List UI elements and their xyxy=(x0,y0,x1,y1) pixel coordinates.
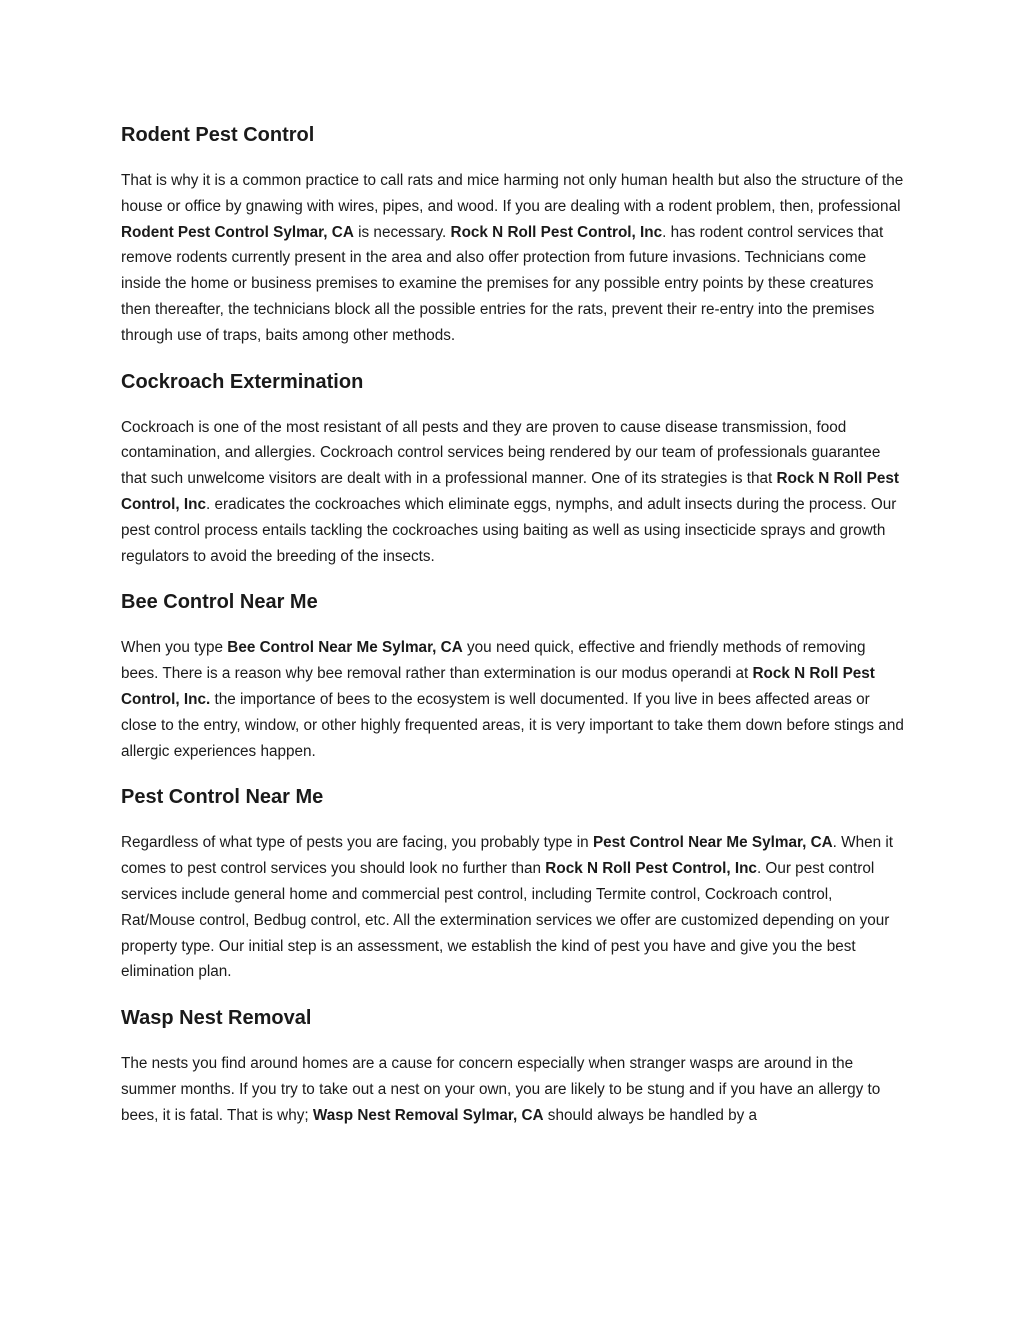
section-pest-control-near-me xyxy=(121,784,907,985)
text-run: The nests you find around homes are a cause for concern especially when stranger wasps are around in the summer months. If you try to take out a nest on your own, you are likely to be stung and if you have an allergy to bees, it is fatal. That is why; xyxy=(121,1055,881,1124)
section-heading: Cockroach Extermination xyxy=(121,370,364,393)
text-run: . When it comes to pest control services you should look no further than xyxy=(121,834,894,878)
text-run: That is why it is a common practice to call rats and mice harming not only human health but also the structure of the house or office by gnawing with wires, pipes, and wood. If you are dealing with a rodent problem, then, professional xyxy=(121,172,904,215)
section-paragraph xyxy=(121,168,907,349)
section-heading: Pest Control Near Me xyxy=(121,786,324,809)
text-run: . Our pest control services include general home and commercial pest control, including Termite control, Cockroach control, Rat/Mouse control, Bedbug control, etc. All the extermination services we offer are customized depending on your property type. Our initial step is an assessment, we establish the kind of pest you have and give you the best elimination plan. xyxy=(121,860,890,981)
section-heading: Rodent Pest Control xyxy=(121,124,315,146)
document-page xyxy=(121,122,907,1149)
section-heading: Wasp Nest Removal xyxy=(121,1007,312,1030)
bold-text-run: Rock N Roll Pest Control, Inc xyxy=(450,223,663,241)
text-run: the importance of bees to the ecosystem is well documented. If you live in bees affected areas or close to the entry, window, or other highly frequented areas, it is very important to take them down before stings and allergic experiences happen. xyxy=(121,690,904,760)
bold-text-run: Rodent Pest Control Sylmar, CA xyxy=(121,223,354,241)
text-run: is necessary. xyxy=(353,223,451,241)
bold-text-run: Pest Control Near Me Sylmar, CA xyxy=(592,834,833,852)
bold-text-run: Wasp Nest Removal Sylmar, CA xyxy=(312,1106,544,1124)
text-run: Cockroach is one of the most resistant of all pests and they are proven to cause disease transmission, food contamination, and allergies. Cockroach control services being rendered by our team of professionals guarantee that such unwelcome visitors are dealt with in a professional manner. One of its strategies is that xyxy=(121,418,881,488)
text-run: . has rodent control services that remove rodents currently present in the area and also offer protection from future invasions. Technicians come inside the home or business premises to examine the premises for any possible entry points by these creatures then thereafter, the technicians block all the possible entries for the rats, prevent their re-entry into the premises through use of traps, baits among other methods. xyxy=(121,223,884,344)
bold-text-run: Rock N Roll Pest Control, Inc. xyxy=(121,665,875,708)
text-run: When you type xyxy=(121,639,228,657)
section-paragraph xyxy=(121,830,907,985)
section-cockroach-extermination xyxy=(121,369,907,570)
bold-text-run: Rock N Roll Pest Control, Inc xyxy=(545,860,757,878)
bold-text-run: Bee Control Near Me Sylmar, CA xyxy=(227,639,463,657)
text-run: . eradicates the cockroaches which eliminate eggs, nymphs, and adult insects during the process. Our pest control process entails tackling the cockroaches using baiting as well as using insecticide sprays and growth regulators to avoid the breeding of the insects. xyxy=(121,495,897,565)
section-paragraph xyxy=(121,635,907,764)
section-wasp-nest-removal xyxy=(121,1005,907,1128)
section-heading: Bee Control Near Me xyxy=(121,591,318,614)
section-paragraph xyxy=(121,1051,907,1128)
section-paragraph xyxy=(121,415,907,570)
text-run: Regardless of what type of pests you are facing, you probably type in xyxy=(121,834,593,852)
text-run: should always be handled by a xyxy=(543,1106,758,1124)
text-run: you need quick, effective and friendly methods of removing bees. There is a reason why bee removal rather than extermination is our modus operandi at xyxy=(121,639,866,683)
section-bee-control-near-me xyxy=(121,589,907,764)
bold-text-run: Rock N Roll Pest Control, Inc xyxy=(121,470,899,513)
section-rodent-pest-control xyxy=(121,122,907,349)
